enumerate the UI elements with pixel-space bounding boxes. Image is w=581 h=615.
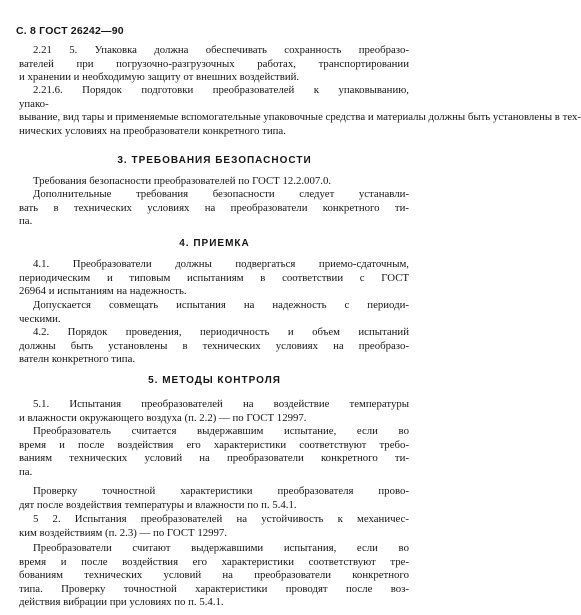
paragraph-5-1c: [19, 485, 409, 512]
text-line: Дополнительные требования безопасности следует устанавли-: [33, 188, 409, 200]
text-line: и хранении и необходимую защиту от внешних воздействий.: [19, 71, 300, 83]
text-line: ческими.: [19, 312, 61, 325]
text-line: 26964 и испытаниям на надежность.: [19, 285, 187, 297]
text-line: Преобразователи считают выдержавшими испытания, если во: [33, 542, 409, 554]
text-line: Допускается совмещать испытания на надежность с периоди-: [33, 299, 409, 311]
text-line: время и после воздействия его характеристики соответствуют тре-: [19, 555, 409, 568]
text-line: 5.1. Испытания преобразователей на воздействие температуры: [33, 398, 409, 410]
page-header: С. 8 ГОСТ 26242—90: [16, 25, 124, 37]
text-line: время и после воздействия его характеристики соответствуют требо-: [19, 438, 409, 451]
text-line: периодическим и типовым испытаниям в соответствии с ГОСТ: [19, 271, 409, 284]
text-line: Требования безопасности преобразователей по ГОСТ 12.2.007.0.: [33, 175, 332, 187]
paragraph-4-2: [19, 326, 409, 367]
section-heading-acceptance: 4. ПРИЕМКА: [179, 238, 250, 249]
section-heading-safety: 3. ТРЕБОВАНИЯ БЕЗОПАСНОСТИ: [117, 155, 312, 166]
paragraph-3-b: [19, 188, 409, 229]
paragraph-2-2-16: [19, 84, 581, 125]
text-line: 4.2. Порядок проведения, периодичность и объем испытаний: [33, 326, 409, 338]
section-heading-methods: 5. МЕТОДЫ КОНТРОЛЯ: [148, 375, 281, 386]
paragraph-4-1b: [19, 299, 409, 326]
text-line: 5 2. Испытания преобразователей на устойчивость к механичес-: [33, 513, 409, 525]
text-line: па.: [19, 465, 33, 478]
text-line: 4.1. Преобразователи должны подвергаться приемо-сдаточным,: [33, 258, 409, 270]
text-line: вателн конкретного типа.: [19, 353, 136, 365]
text-line: ким воздействиям (п. 2.3) — по ГОСТ 12997.: [19, 526, 228, 539]
paragraph-5-2b: [19, 542, 409, 610]
paragraph-2-2-15: [19, 44, 409, 85]
paragraph-2-2-16-cont: [19, 125, 409, 139]
text-line: действия вибрации при условиях по п. 5.4.1.: [19, 596, 224, 608]
paragraph-5-1: [19, 398, 409, 425]
text-line: 2.21 5. Упаковка должна обеспечивать сохранность преобразо-: [33, 44, 409, 56]
text-line: вать в технических условиях на преобразователи конкретного ти-: [19, 201, 409, 214]
text-line: ваниям технических условий на преобразователи конкретного ти-: [19, 452, 409, 464]
text-line: па.: [19, 215, 33, 227]
text-line: вывание, вид тары и применяемые вспомогательные упаковочные средства и материалы должны быть установлены в тех-: [19, 111, 581, 123]
text-line: дят после воздействия температуры и влажности по п. 5.4.1.: [19, 498, 297, 511]
text-line: должны быть установлены в технических условиях на преобразо-: [19, 339, 409, 352]
text-line: 2.21.6. Порядок подготовки преобразователей к упаковыванию,: [33, 84, 409, 96]
text-line: упако-: [19, 97, 49, 110]
paragraph-4-1: [19, 258, 409, 299]
text-line: Проверку точностной характеристики преобразователя прово-: [33, 485, 409, 497]
text-line: бованиям технических условий на преобразователи конкретного: [19, 569, 409, 581]
paragraph-3-a: [19, 175, 409, 189]
text-line: нических условиях на преобразователи конкретного типа.: [19, 125, 286, 137]
paragraph-5-2: [19, 513, 409, 540]
text-line: Преобразователь считается выдержавшим испытание, если во: [33, 425, 409, 437]
text-line: типа. Проверку точностной характеристики проводят после воз-: [19, 582, 409, 595]
paragraph-5-1b: [19, 425, 409, 479]
text-line: и влажности окружающего воздуха (п. 2.2) — по ГОСТ 12997.: [19, 411, 307, 424]
text-line: вателей при погрузочно-разгрузочных работах, транспортировании: [19, 57, 409, 70]
